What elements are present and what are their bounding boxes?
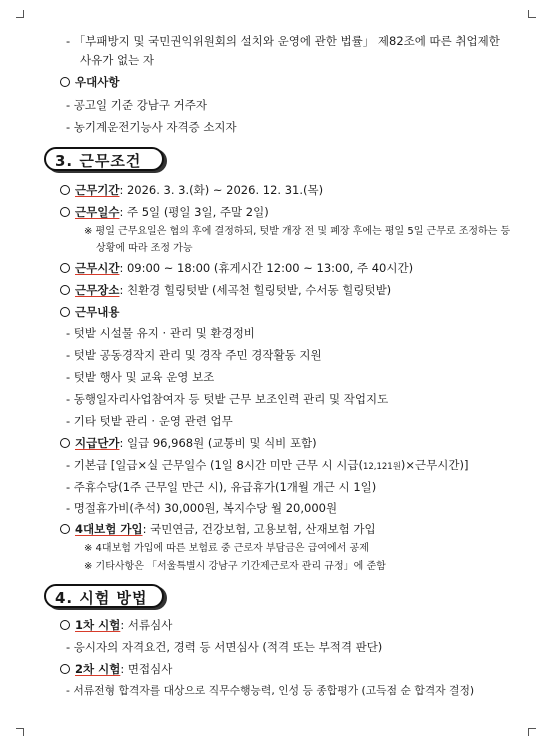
exam-1-label: 1차 시험	[75, 618, 121, 632]
eligibility-line-2: 사유가 없는 자	[80, 53, 154, 67]
insurance-note-1: ※ 4대보험 가입에 따른 보험료 중 근로자 부담금은 급여에서 공제	[84, 543, 369, 554]
duty-item-2: - 텃밭 공동경작지 관리 및 경작 주민 경작활동 지원	[66, 348, 322, 362]
section-heading-4: 4. 시험 방법	[44, 584, 164, 608]
preference-item-1: - 공고일 기준 강남구 거주자	[66, 98, 207, 112]
work-days-note-2: 상황에 따라 조정 가능	[96, 243, 193, 254]
work-days-value: : 주 5일 (평일 3일, 주말 2일)	[119, 205, 269, 219]
eligibility-line	[66, 33, 500, 49]
exam-1-desc: - 응시자의 자격요건, 경력 등 서면심사 (적격 또는 부적격 판단)	[66, 640, 383, 654]
work-place-row	[60, 282, 391, 298]
preference-heading	[60, 74, 119, 90]
eligibility-text: - 「부패방지 및 국민권익위원회의 설치와 운영에 관한 법률」 제82조에 따른 취업제한	[66, 34, 500, 48]
pay-item-3: - 명절휴가비(추석) 30,000원, 복지수당 월 20,000원	[66, 501, 338, 515]
crop-mark-top-left	[16, 10, 24, 18]
exam-1-value: : 서류심사	[120, 618, 173, 632]
pay-row	[60, 435, 317, 451]
crop-mark-bottom-left	[16, 728, 24, 736]
work-place-value: : 친환경 힐링텃밭 (세곡천 힐링텃밭, 수서동 힐링텃밭)	[119, 283, 392, 297]
pay-item-1	[66, 457, 468, 475]
insurance-value: : 국민연금, 건강보험, 고용보험, 산재보험 가입	[142, 522, 376, 536]
circle-bullet-icon	[60, 620, 70, 630]
hourly-rate: 12,121원	[362, 462, 401, 472]
pay-item-1-text: - 기본급 [일급×실 근무일수 (1일 8시간 미만 근무 시 시급(	[66, 458, 363, 472]
circle-bullet-icon	[60, 664, 70, 674]
work-days-row	[60, 204, 269, 220]
pay-item-1-tail: )×근무시간)]	[400, 458, 469, 472]
work-period-value: : 2026. 3. 3.(화) ~ 2026. 12. 31.(목)	[119, 183, 324, 197]
preference-title: 우대사항	[75, 75, 120, 89]
crop-mark-bottom-right	[528, 728, 536, 736]
insurance-label: 4대보험 가입	[75, 522, 143, 536]
circle-bullet-icon	[60, 285, 70, 295]
work-hours-label: 근무시간	[75, 261, 120, 275]
duty-item-1: - 텃밭 시설물 유지 · 관리 및 환경정비	[66, 326, 255, 340]
work-days-note-1: ※ 평일 근무요일은 협의 후에 결정하되, 텃밭 개장 전 및 폐장 후에는 평일 5일 근무로 조정하는 등	[84, 226, 511, 237]
duty-item-3: - 텃밭 행사 및 교육 운영 보조	[66, 370, 215, 384]
pay-label: 지급단가	[75, 436, 120, 450]
exam-2-value: : 면접심사	[120, 662, 173, 676]
duty-heading	[60, 304, 119, 320]
work-place-label: 근무장소	[75, 283, 120, 297]
pay-value: : 일급 96,968원 (교통비 및 식비 포함)	[119, 436, 317, 450]
circle-bullet-icon	[60, 263, 70, 273]
insurance-row	[60, 521, 376, 537]
exam-2-label: 2차 시험	[75, 662, 121, 676]
work-hours-value: : 09:00 ~ 18:00 (휴게시간 12:00 ~ 13:00, 주 40시간)	[119, 261, 414, 275]
circle-bullet-icon	[60, 207, 70, 217]
section-heading-3: 3. 근무조건	[44, 147, 164, 171]
pay-item-2: - 주휴수당(1주 근무일 만근 시), 유급휴가(1개월 개근 시 1일)	[66, 480, 377, 494]
work-period-row	[60, 182, 323, 198]
duty-item-5: - 기타 텃밭 관리 · 운영 관련 업무	[66, 414, 233, 428]
circle-bullet-icon	[60, 77, 70, 87]
crop-mark-top-right	[528, 10, 536, 18]
exam-2-row	[60, 661, 172, 677]
circle-bullet-icon	[60, 307, 70, 317]
work-period-label: 근무기간	[75, 183, 120, 197]
circle-bullet-icon	[60, 185, 70, 195]
work-days-label: 근무일수	[75, 205, 120, 219]
insurance-note-2: ※ 기타사항은 「서울특별시 강남구 기간제근로자 관리 규정」에 준함	[84, 561, 386, 572]
duty-item-4: - 동행일자리사업참여자 등 텃밭 근무 보조인력 관리 및 작업지도	[66, 392, 389, 406]
work-hours-row	[60, 260, 413, 276]
duty-title: 근무내용	[75, 305, 120, 319]
exam-1-row	[60, 617, 172, 633]
preference-item-2: - 농기계운전기능사 자격증 소지자	[66, 120, 237, 134]
circle-bullet-icon	[60, 524, 70, 534]
circle-bullet-icon	[60, 438, 70, 448]
exam-2-desc: - 서류전형 합격자를 대상으로 직무수행능력, 인성 등 종합평가 (고득점 순 합격자 결정)	[66, 684, 475, 697]
